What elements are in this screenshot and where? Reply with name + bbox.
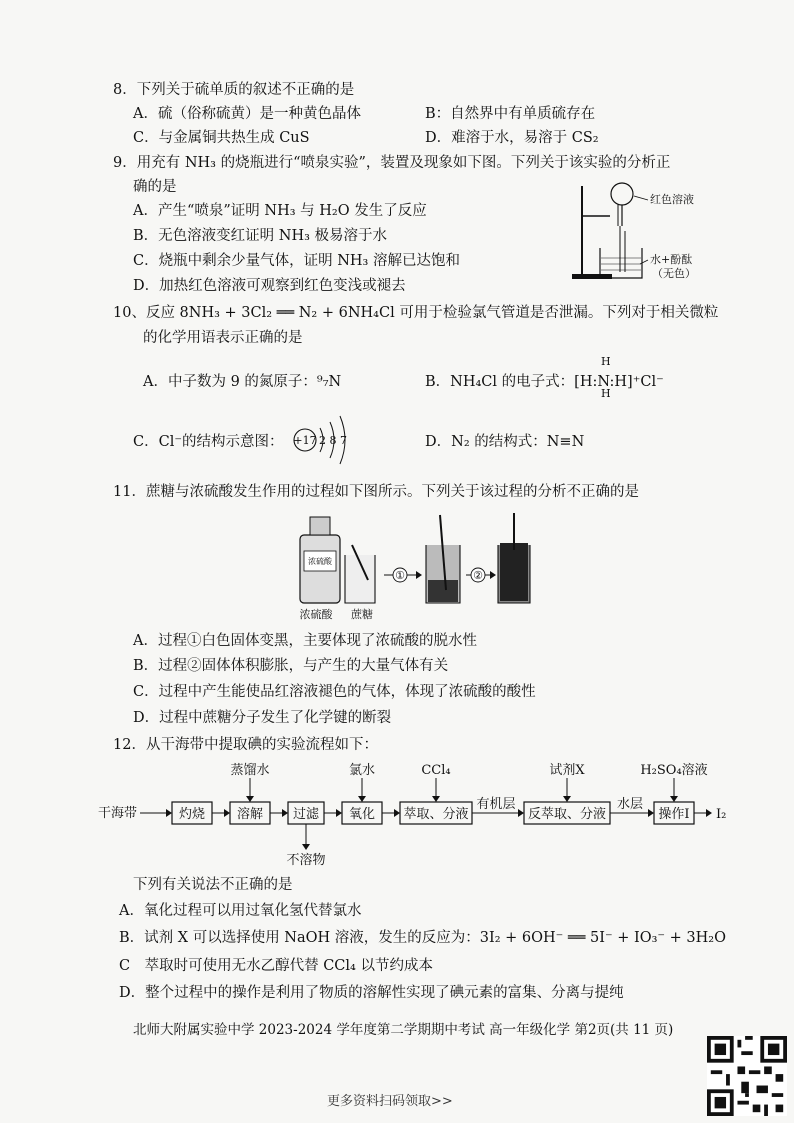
cl-nucleus-label: +17 xyxy=(293,434,317,447)
flow-water-layer: 水层 xyxy=(616,797,644,812)
fountain-label-red: 红色溶液 xyxy=(650,193,694,206)
q9-option-b: B．无色溶液变红证明 NH₃ 极易溶于水 xyxy=(133,228,388,244)
q10-option-b xyxy=(425,372,664,392)
page-footer: 北师大附属实验中学 2023-2024 学年度第二学期期中考试 高一年级化学 第2页(共 11 页) xyxy=(133,1022,674,1038)
q9-stem-cont: 确的是 xyxy=(133,179,177,195)
q11-option-a: A．过程①白色固体变黑，主要体现了浓硫酸的脱水性 xyxy=(133,633,477,649)
flow-step-dissolve-label: 溶解 xyxy=(236,807,264,822)
process-1-label: ① xyxy=(395,569,405,582)
q9-stem: 9．用充有 NH₃ 的烧瓶进行“喷泉实验”，装置及现象如下图。下列关于该实验的分析正 xyxy=(113,155,671,171)
q11-option-b: B．过程②固体体积膨胀，与产生的大量气体有关 xyxy=(133,658,449,674)
cl-shells-label: 2 8 7 xyxy=(319,434,347,447)
more-resources-link[interactable]: 更多资料扫码领取>> xyxy=(327,1094,453,1109)
flow-end: I₂ xyxy=(716,807,727,822)
flow-byproduct: 不溶物 xyxy=(286,853,326,868)
q12-option-a: A．氧化过程可以用过氧化氢代替氯水 xyxy=(119,903,362,919)
flow-step-operation-label: 操作I xyxy=(658,807,690,822)
q11-option-d: D．过程中蔗糖分子发生了化学键的断裂 xyxy=(133,710,392,726)
process-2-label: ② xyxy=(473,569,483,582)
fountain-label-water: 水+酚酞 xyxy=(650,253,693,266)
fountain-label-colorless: （无色） xyxy=(652,267,696,280)
bottle-label: 浓硫酸 xyxy=(308,557,332,566)
q9-option-d: D．加热红色溶液可观察到红色变浅或褪去 xyxy=(133,278,406,294)
q10-option-a-text: A．中子数为 9 的氮原子： xyxy=(143,374,317,390)
flow-step-oxidize-label: 氧化 xyxy=(348,807,376,822)
q8-stem: 8．下列关于硫单质的叙述不正确的是 xyxy=(113,82,355,98)
qr-code[interactable] xyxy=(707,1036,787,1116)
iodine-extraction-flowchart xyxy=(98,760,738,870)
cl-ion-structure-diagram xyxy=(290,410,360,470)
q12-sub-stem: 下列有关说法不正确的是 xyxy=(133,877,293,893)
q10-option-b-text: B．NH₄Cl 的电子式： xyxy=(425,374,575,390)
q10-option-b-h-bottom: H xyxy=(601,387,611,400)
q12-option-b: B．试剂 X 可以选择使用 NaOH 溶液，发生的反应为：3I₂ + 6OH⁻ ══ 5I⁻ + IO₃⁻ + 3H₂O xyxy=(119,930,726,946)
q10-option-d: D．N₂ 的结构式：N≡N xyxy=(425,434,585,450)
q8-option-c: C．与金属铜共热生成 CuS xyxy=(133,130,310,146)
q12-option-c: C 萃取时可使用无水乙醇代替 CCl₄ 以节约成本 xyxy=(119,958,433,974)
q10-stem-cont: 的化学用语表示正确的是 xyxy=(143,330,303,346)
flow-reagent-h2so4: H₂SO₄溶液 xyxy=(640,763,708,778)
q12-stem: 12．从干海带中提取碘的实验流程如下： xyxy=(113,737,378,753)
flow-step-extract-label: 萃取、分液 xyxy=(403,807,469,822)
q8-option-d: D．难溶于水，易溶于 CS₂ xyxy=(425,130,599,146)
flow-step-back-extract-label: 反萃取、分液 xyxy=(527,807,607,822)
q10-stem: 10、反应 8NH₃ + 3Cl₂ ══ N₂ + 6NH₄Cl 可用于检验氯气管道是否泄漏。下列对于相关微粒 xyxy=(113,305,719,321)
sucrose-caption: 蔗糖 xyxy=(351,608,373,621)
flow-start: 干海带 xyxy=(98,806,138,821)
flow-reagent-chlorine-water: 氯水 xyxy=(348,763,376,778)
flow-reagent-water: 蒸馏水 xyxy=(230,763,270,778)
q8-option-b: B：自然界中有单质硫存在 xyxy=(425,106,596,122)
q11-option-c: C．过程中产生能使品红溶液褪色的气体，体现了浓硫酸的酸性 xyxy=(133,684,536,700)
q10-option-b-h-top: H xyxy=(601,355,611,368)
q10-option-c: C．Cl⁻的结构示意图： xyxy=(133,434,284,450)
q8-option-a: A．硫（俗称硫黄）是一种黄色晶体 xyxy=(133,106,361,122)
q10-option-a-symbol: ⁹₇N xyxy=(316,374,342,390)
flow-step-filter-label: 过滤 xyxy=(292,807,320,822)
q9-option-c: C．烧瓶中剩余少量气体，证明 NH₃ 溶解已达饱和 xyxy=(133,253,460,269)
q12-option-d: D．整个过程中的操作是利用了物质的溶解性实现了碘元素的富集、分离与提纯 xyxy=(119,985,624,1001)
fountain-apparatus-figure xyxy=(570,176,700,286)
flow-organic-layer: 有机层 xyxy=(476,797,516,812)
q10-option-a xyxy=(143,372,341,392)
q11-stem: 11．蔗糖与浓硫酸发生作用的过程如下图所示。下列关于该过程的分析不正确的是 xyxy=(113,484,639,500)
q10-option-b-formula: [H:N:H]⁺Cl⁻ xyxy=(574,374,664,390)
flow-reagent-x: 试剂X xyxy=(549,763,585,778)
bottle-caption: 浓硫酸 xyxy=(299,608,333,621)
q9-option-a: A．产生“喷泉”证明 NH₃ 与 H₂O 发生了反应 xyxy=(133,203,427,219)
flow-reagent-ccl4: CCl₄ xyxy=(421,763,451,778)
sucrose-figure xyxy=(290,505,540,625)
flow-step-ash-label: 灼烧 xyxy=(178,807,206,822)
